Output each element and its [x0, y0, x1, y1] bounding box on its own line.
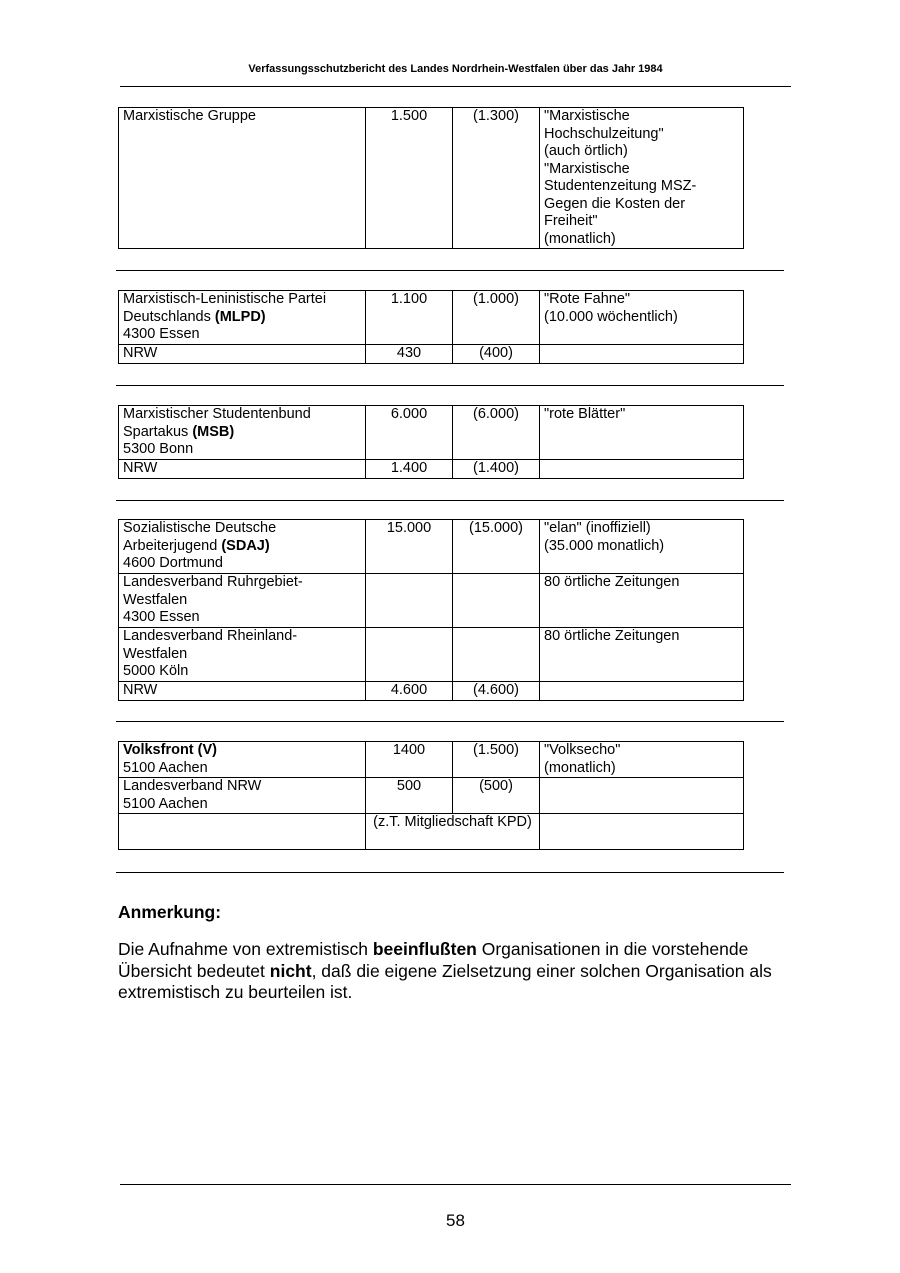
previous-member-count: (1.400)	[453, 460, 540, 479]
org-name	[119, 814, 366, 850]
note-title: Anmerkung:	[118, 902, 222, 922]
previous-member-count: (4.600)	[453, 682, 540, 701]
previous-member-count: (1.500)	[453, 742, 540, 778]
org-name: Landesverband Rheinland-Westfalen 5000 Köln	[119, 628, 366, 682]
member-count: 430	[366, 345, 453, 364]
publication	[540, 460, 744, 479]
publication	[540, 682, 744, 701]
org-name: Marxistischer Studentenbund Spartakus (MSB) 5300 Bonn	[119, 406, 366, 460]
org-name: Landesverband Ruhrgebiet-Westfalen 4300 Essen	[119, 574, 366, 628]
publication: "rote Blätter"	[540, 406, 744, 460]
publication: "elan" (inoffiziell) (35.000 monatlich)	[540, 520, 744, 574]
publication: 80 örtliche Zeitungen	[540, 574, 744, 628]
org-name: Marxistische Gruppe	[119, 108, 366, 249]
table-row	[119, 742, 744, 778]
section-divider	[116, 500, 784, 501]
page-header-title: Verfassungsschutzbericht des Landes Nordrhein-Westfalen über das Jahr 1984	[248, 63, 663, 75]
member-count: 1400	[366, 742, 453, 778]
table-row	[119, 108, 744, 249]
member-count: 500	[366, 778, 453, 814]
table-row	[119, 406, 744, 460]
publication: "Rote Fahne" (10.000 wöchentlich)	[540, 291, 744, 345]
table-sdaj	[118, 519, 744, 701]
member-count: 15.000	[366, 520, 453, 574]
note-text: Die Aufnahme von extremistisch beeinflußten Organisationen in die vorstehende Übersicht bedeutet nicht, daß die eigene Zielsetzung einer solchen Organisation als extremistisch zu beurteilen ist.	[118, 939, 772, 1002]
table-row	[119, 814, 744, 850]
page-number: 58	[446, 1211, 465, 1230]
member-count	[366, 574, 453, 628]
table-row	[119, 291, 744, 345]
previous-member-count	[453, 574, 540, 628]
region-label: NRW	[119, 460, 366, 479]
table-row-nrw	[119, 460, 744, 479]
publication	[540, 778, 744, 814]
org-name: Sozialistische Deutsche Arbeiterjugend (SDAJ) 4600 Dortmund	[119, 520, 366, 574]
table-volksfront	[118, 741, 744, 850]
table-row	[119, 520, 744, 574]
previous-member-count: (1.300)	[453, 108, 540, 249]
header-rule	[120, 86, 791, 87]
table-row-nrw	[119, 682, 744, 701]
table-row	[119, 574, 744, 628]
footer-rule	[120, 1184, 791, 1185]
previous-member-count: (1.000)	[453, 291, 540, 345]
table-marxistische-gruppe	[118, 107, 744, 249]
member-count: 1.500	[366, 108, 453, 249]
table-msb	[118, 405, 744, 479]
section-divider	[116, 721, 784, 722]
member-count: 1.400	[366, 460, 453, 479]
member-count: 4.600	[366, 682, 453, 701]
org-name: Landesverband NRW 5100 Aachen	[119, 778, 366, 814]
previous-member-count: (500)	[453, 778, 540, 814]
table-row-nrw	[119, 345, 744, 364]
previous-member-count: (400)	[453, 345, 540, 364]
table-mlpd	[118, 290, 744, 364]
org-name: Volksfront (V) 5100 Aachen	[119, 742, 366, 778]
previous-member-count	[453, 628, 540, 682]
section-divider	[116, 385, 784, 386]
publication: "Volksecho" (monatlich)	[540, 742, 744, 778]
section-divider	[116, 872, 784, 873]
membership-note: (z.T. Mitgliedschaft KPD)	[366, 814, 540, 850]
previous-member-count: (6.000)	[453, 406, 540, 460]
table-row	[119, 778, 744, 814]
member-count	[366, 628, 453, 682]
region-label: NRW	[119, 682, 366, 701]
publication	[540, 345, 744, 364]
member-count: 6.000	[366, 406, 453, 460]
publication: "Marxistische Hochschulzeitung" (auch örtlich) "Marxistische Studentenzeitung MSZ-Gegen die Kosten der Freiheit" (monatlich)	[540, 108, 744, 249]
table-row	[119, 628, 744, 682]
member-count: 1.100	[366, 291, 453, 345]
previous-member-count: (15.000)	[453, 520, 540, 574]
publication: 80 örtliche Zeitungen	[540, 628, 744, 682]
publication	[540, 814, 744, 850]
region-label: NRW	[119, 345, 366, 364]
org-name: Marxistisch-Leninistische Partei Deutschlands (MLPD) 4300 Essen	[119, 291, 366, 345]
section-divider	[116, 270, 784, 271]
